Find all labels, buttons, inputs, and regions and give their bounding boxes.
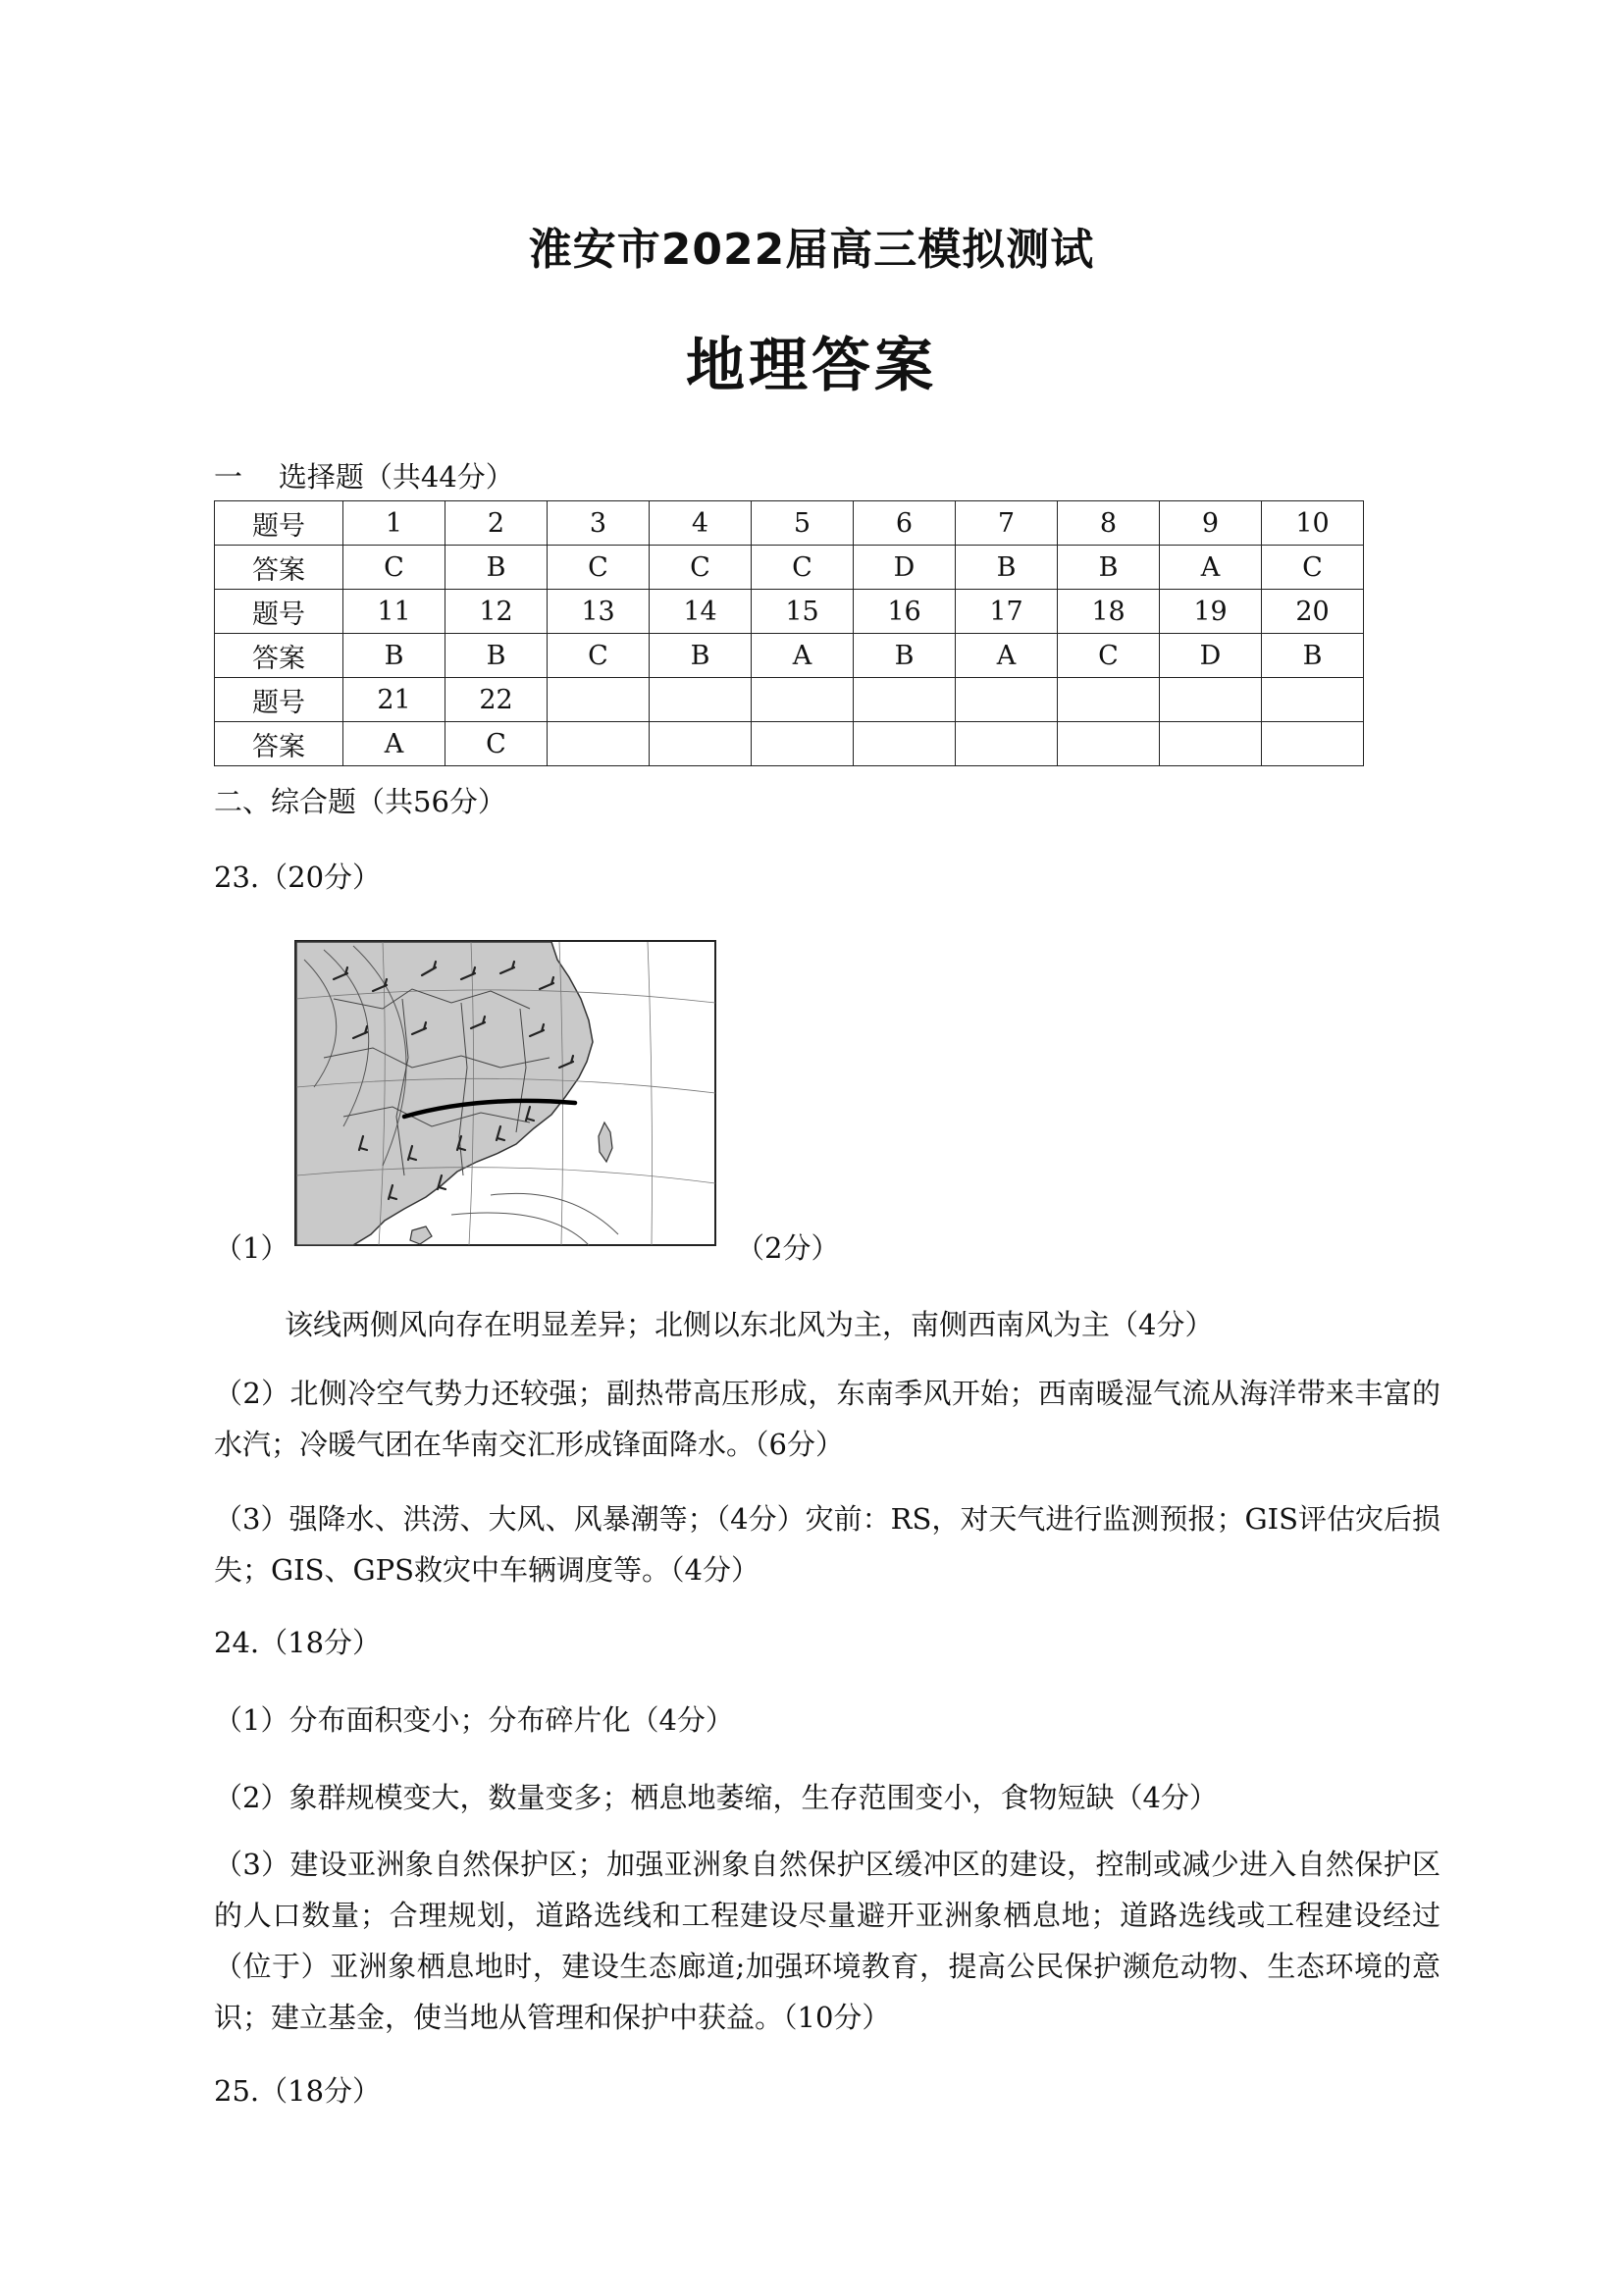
answer-table-cell: 4 [650,501,752,546]
section1-heading: 一 选择题（共44分） [214,460,514,494]
answer-table-cell [1160,678,1262,722]
answer-table-cell: 1 [343,501,445,546]
answer-table-cell: C [1262,546,1364,590]
answer-table-row [215,546,1364,590]
answer-table-row [215,590,1364,634]
answer-table-row-label: 题号 [215,678,343,722]
q24-part3: （3）建设亚洲象自然保护区；加强亚洲象自然保护区缓冲区的建设，控制或减少进入自然保护区的人口数量；合理规划，道路选线和工程建设尽量避开亚洲象栖息地；道路选线或工程建设经过（位于）亚洲象栖息地时，建设生态廊道;加强环境教育，提高公民保护濒危动物、生态环境的意识；建立基金，使当地从管理和保护中获益。（10分） [214,1848,1440,2034]
answer-table-cell: C [752,546,854,590]
answer-table-cell: 20 [1262,590,1364,634]
answer-table-cell: D [854,546,956,590]
answer-table-cell: B [854,634,956,678]
answer-table-cell: C [445,722,548,766]
answer-table-cell: B [343,634,445,678]
answer-table-cell: 14 [650,590,752,634]
answer-table-cell [650,678,752,722]
answer-key-title: 地理答案 [686,332,937,400]
answer-table-cell: 7 [956,501,1058,546]
answer-table-cell: A [752,634,854,678]
answer-table-row-label: 题号 [215,501,343,546]
answer-table-cell: 3 [548,501,650,546]
q23-heading: 23.（20分） [214,861,382,894]
answer-table-cell [1262,722,1364,766]
answer-table-cell [1058,722,1160,766]
answer-table-row-label: 答案 [215,634,343,678]
answer-table-cell: 19 [1160,590,1262,634]
answer-table-cell: C [548,546,650,590]
answer-table-cell: 13 [548,590,650,634]
answer-table-cell [752,722,854,766]
answer-table-cell: C [343,546,445,590]
weather-map-figure [294,940,716,1246]
answer-table-cell: 16 [854,590,956,634]
answer-table-cell: C [650,546,752,590]
answer-table-cell [548,722,650,766]
answer-table [214,500,1364,766]
answer-table-cell [1262,678,1364,722]
answer-table-cell: B [956,546,1058,590]
answer-table-cell: B [1058,546,1160,590]
q23-part1-text: 该线两侧风向存在明显差异；北侧以东北风为主，南侧西南风为主（4分） [285,1308,1214,1341]
answer-table-cell: B [445,546,548,590]
answer-table-cell: A [1160,546,1262,590]
answer-table-cell: B [650,634,752,678]
answer-table-cell: D [1160,634,1262,678]
answer-table-cell: 6 [854,501,956,546]
answer-table-row-label: 答案 [215,546,343,590]
answer-table-cell: 12 [445,590,548,634]
q23-part3: （3）强降水、洪涝、大风、风暴潮等；（4分）灾前：RS，对天气进行监测预报；GIS评估灾后损失；GIS、GPS救灾中车辆调度等。（4分） [214,1502,1440,1587]
answer-table-row [215,634,1364,678]
answer-table-cell: B [445,634,548,678]
answer-table-cell: C [548,634,650,678]
answer-table-row-label: 答案 [215,722,343,766]
q24-part1: （1）分布面积变小；分布碎片化（4分） [214,1703,734,1737]
answer-table-cell: A [956,634,1058,678]
answer-table-cell [752,678,854,722]
q23-part2: （2）北侧冷空气势力还较强；副热带高压形成，东南季风开始；西南暖湿气流从海洋带来丰富的水汽；冷暖气团在华南交汇形成锋面降水。（6分） [214,1377,1440,1461]
answer-table-cell [650,722,752,766]
answer-table-cell [1058,678,1160,722]
section2-heading: 二、综合题（共56分） [214,785,506,818]
answer-table-cell: 15 [752,590,854,634]
answer-table-cell: 10 [1262,501,1364,546]
q24-part2: （2）象群规模变大，数量变多；栖息地萎缩，生存范围变小，食物短缺（4分） [214,1781,1218,1814]
answer-table-cell: 9 [1160,501,1262,546]
answer-table-row [215,678,1364,722]
answer-table-cell: 2 [445,501,548,546]
answer-table-cell: A [343,722,445,766]
answer-table-cell [854,678,956,722]
answer-table-cell: 11 [343,590,445,634]
answer-table-row [215,722,1364,766]
answer-table-cell: 21 [343,678,445,722]
q25-heading: 25.（18分） [214,2074,382,2108]
answer-table-cell: 5 [752,501,854,546]
answer-table-cell [1160,722,1262,766]
answer-table-row [215,501,1364,546]
answer-table-row-label: 题号 [215,590,343,634]
q23-part1-prefix: （1） [214,1231,289,1265]
answer-table-cell [854,722,956,766]
q24-heading: 24.（18分） [214,1626,382,1659]
answer-table-cell: B [1262,634,1364,678]
q23-part1-score: （2分） [736,1231,840,1265]
answer-table-cell: 22 [445,678,548,722]
answer-table-cell: 17 [956,590,1058,634]
answer-table-cell [956,722,1058,766]
answer-table-cell: C [1058,634,1160,678]
answer-table-cell: 8 [1058,501,1160,546]
exam-title: 淮安市2022届高三模拟测试 [528,225,1095,275]
answer-table-cell [548,678,650,722]
answer-table-cell [956,678,1058,722]
answer-table-cell: 18 [1058,590,1160,634]
